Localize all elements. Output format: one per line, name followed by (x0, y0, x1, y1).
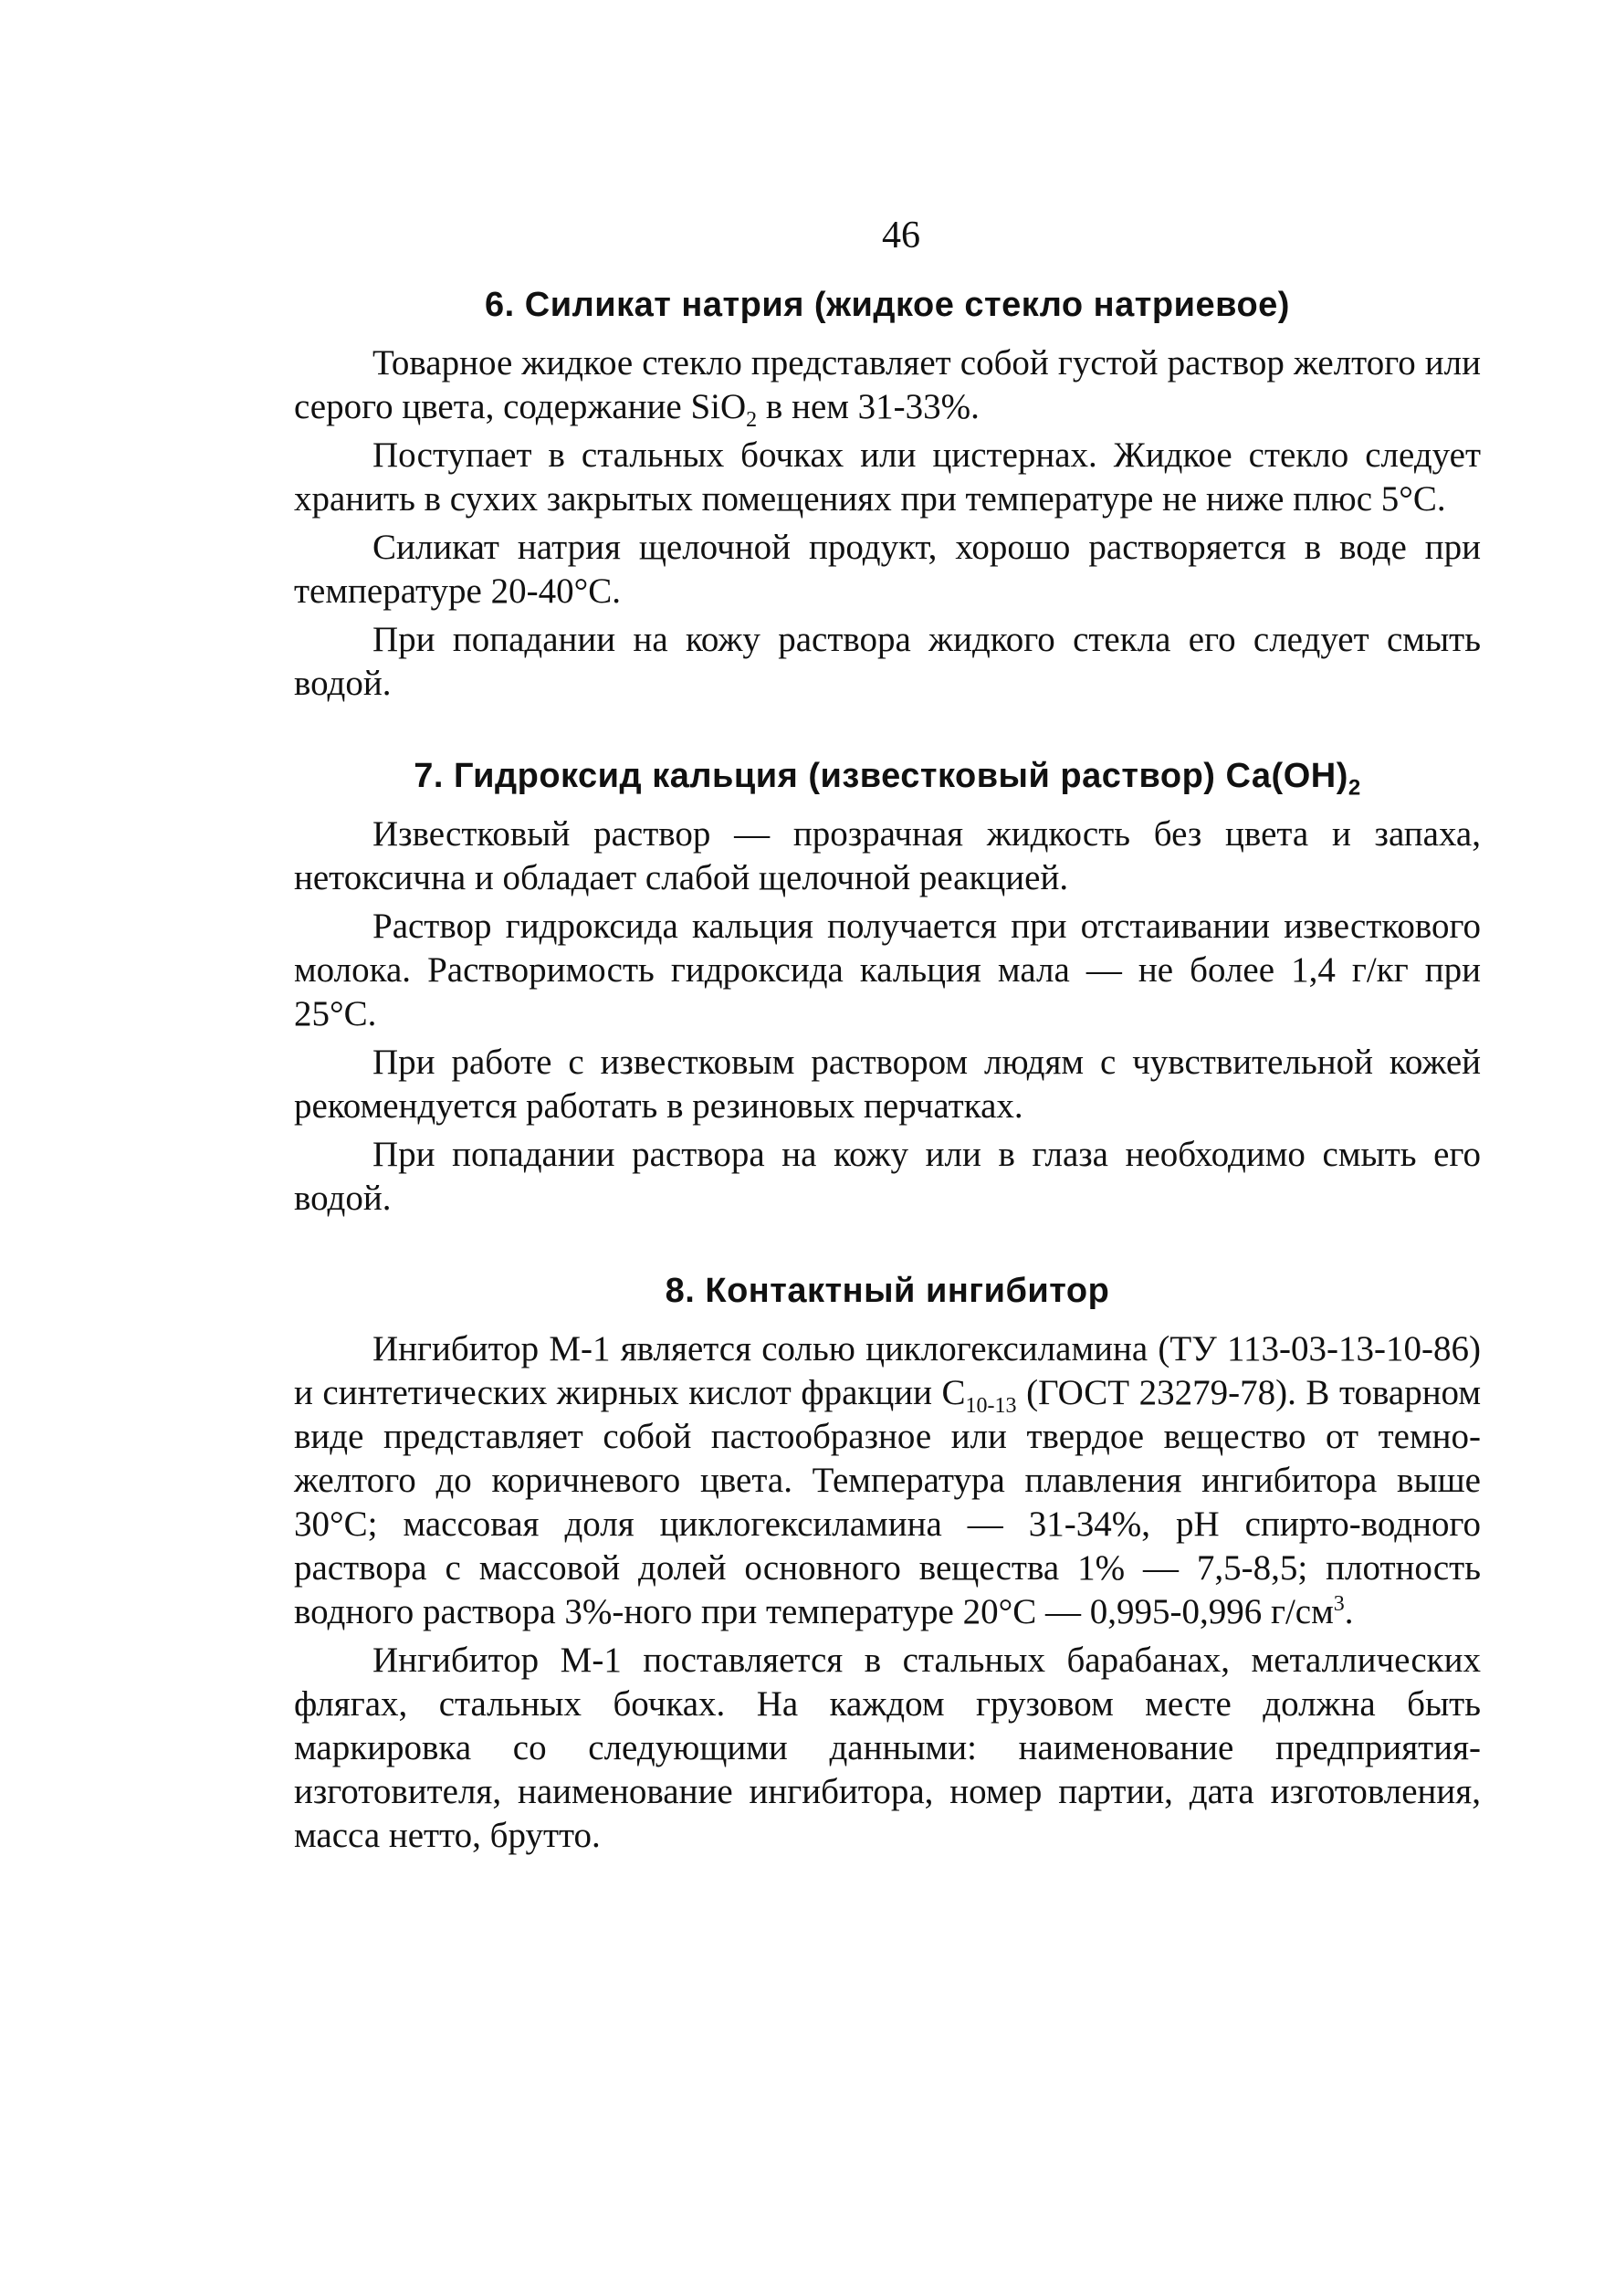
paragraph (294, 1327, 1481, 1634)
subscript: 2 (1348, 775, 1361, 801)
section-contact-inhibitor (294, 1265, 1481, 1858)
paragraph-text: в нем 31-33%. (757, 387, 980, 426)
paragraph: При попадании раствора на кожу или в глаза необходимо смыть его водой. (294, 1135, 1481, 1218)
section-heading: 6. Силикат натрия (жидкое стекло натриевое) (485, 286, 1290, 324)
paragraph: Ингибитор М-1 поставляется в стальных барабанах, металлических флягах, стальных бочках. На каждом грузовом месте должна быть маркировка со следующими данными: наименование предприятия-изготовителя, наименование ингибитора, номер партии, дата изготовления, масса нетто, брутто. (294, 1641, 1481, 1855)
document-page (294, 208, 1481, 1862)
subscript: 10-13 (965, 1393, 1017, 1418)
paragraph: Раствор гидроксида кальция получается при отстаивании известкового молока. Растворимость гидроксида кальция мала — не более 1,4 г/кг при 25°С. (294, 907, 1481, 1033)
heading-text: 7. Гидроксид кальция (известковый раствор) Са(ОН) (414, 757, 1348, 795)
section-heading (294, 750, 1481, 802)
paragraph: Известковый раствор — прозрачная жидкость без цвета и запаха, нетоксична и обладает слабой щелочной реакцией. (294, 814, 1481, 897)
page-number: 46 (882, 215, 920, 257)
paragraph: Силикат натрия щелочной продукт, хорошо растворяется в воде при температуре 20-40°С. (294, 528, 1481, 611)
paragraph-text: Товарное жидкое стекло представляет собой густой раствор желтого или серого цвета, содержание SiO (294, 343, 1481, 426)
section-calcium-hydroxide (294, 750, 1481, 1221)
paragraph-text: . (1344, 1592, 1354, 1631)
paragraph (294, 341, 1481, 432)
section-heading: 8. Контактный ингибитор (665, 1272, 1110, 1310)
paragraph: Поступает в стальных бочках или цистернах. Жидкое стекло следует хранить в сухих закрытых помещениях при температуре не ниже плюс 5°С. (294, 435, 1481, 519)
paragraph: При работе с известковым раствором людям с чувствительной кожей рекомендуется работать в резиновых перчатках. (294, 1043, 1481, 1126)
section-sodium-silicate (294, 279, 1481, 706)
section-spacer (294, 710, 1481, 750)
paragraph: При попадании на кожу раствора жидкого стекла его следует смыть водой. (294, 620, 1481, 703)
paragraph-text: (ГОСТ 23279-78). В товарном виде представляет собой пастообразное или твердое вещество от темно-желтого до коричневого цвета. Температура плавления ингибитора выше 30°С; массовая доля циклогексиламина — 31-34%, рН спирто-водного раствора с массовой долей основного вещества 1% — 7,5-8,5; плотность водного раствора 3%-ного при температуре 20°С — 0,995-0,996 г/см (294, 1373, 1481, 1631)
paragraph-text: Ингибитор М-1 является солью циклогексиламина (ТУ 113-03-13-10-86) и синтетических жирных кислот фракции С (294, 1329, 1481, 1412)
section-spacer (294, 1225, 1481, 1265)
subscript: 2 (746, 407, 758, 432)
superscript: 3 (1333, 1592, 1345, 1616)
